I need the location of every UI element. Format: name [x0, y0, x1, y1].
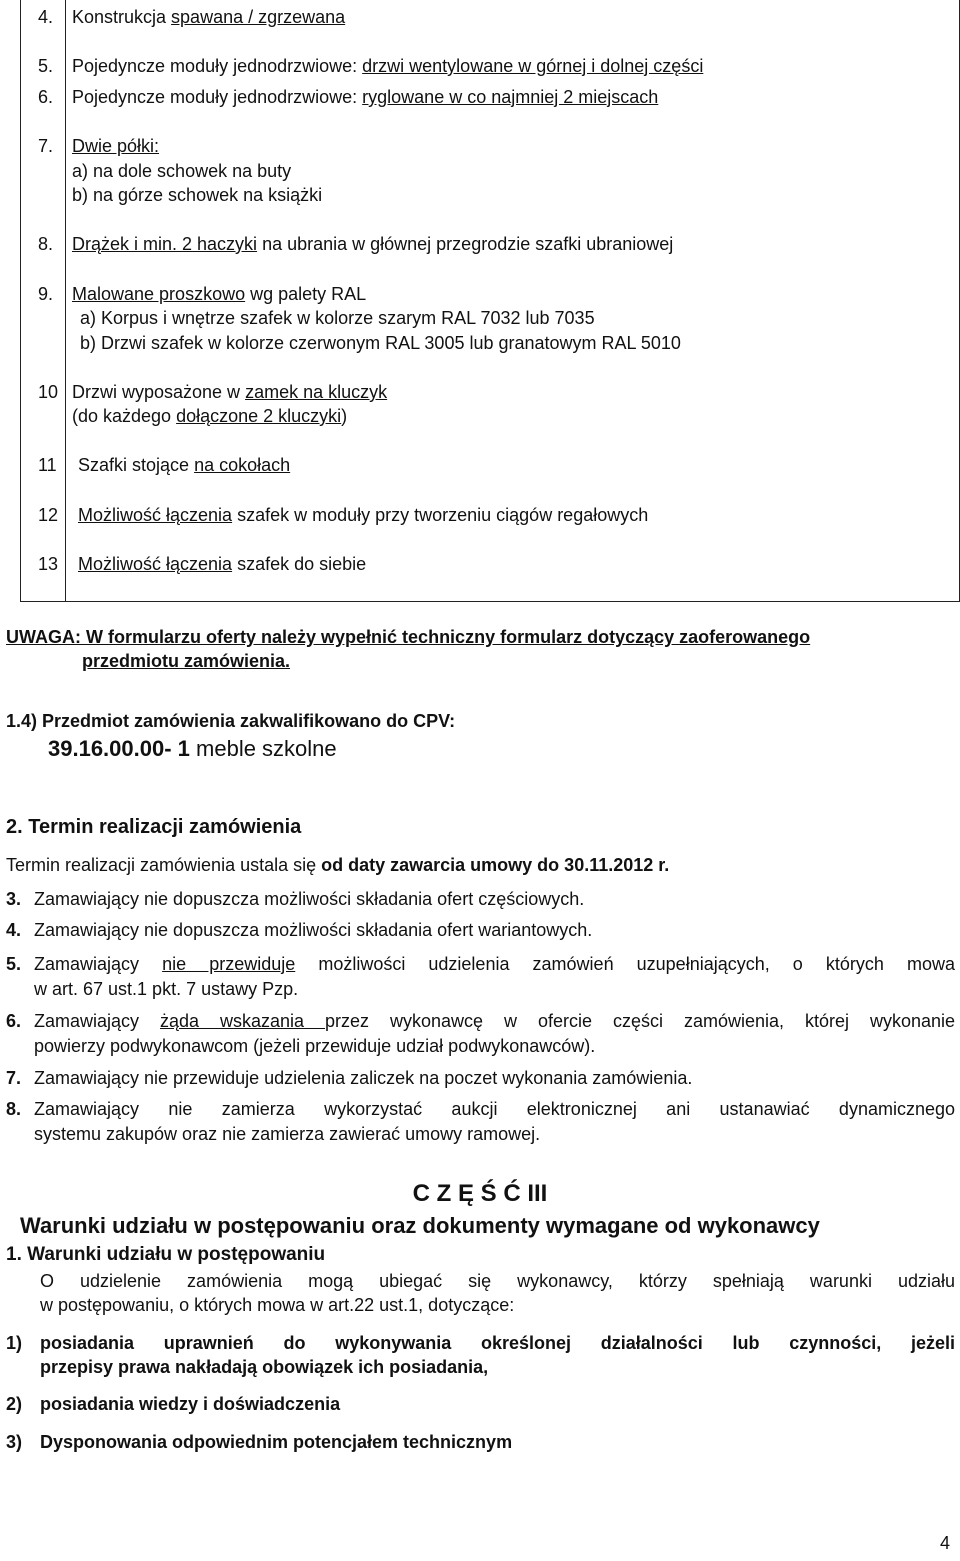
part-subtitle: Warunki udziału w postępowaniu oraz dokumenty wymagane od wykonawcy	[20, 1213, 820, 1238]
condition-number: 2)	[6, 1394, 23, 1414]
row-text: szafek do siebie	[232, 554, 367, 574]
row-number: 4.	[38, 7, 54, 27]
condition-number: 3)	[6, 1432, 23, 1452]
notice-line: przedmiotu zamówienia.	[82, 651, 291, 671]
row-number: 9.	[38, 284, 54, 304]
row-text-underlined: Możliwość łączenia	[78, 554, 233, 574]
row-text: Pojedyncze moduły jednodrzwiowe:	[72, 87, 363, 107]
row-number: 6.	[38, 87, 54, 107]
row-number: 13	[38, 554, 59, 574]
section-text: O udzielenie zamówienia mogą ubiegać się wykonawcy, którzy spełniają warunki udziału	[40, 1271, 955, 1291]
row-text-line: b) Drzwi szafek w kolorze czerwonym RAL 3005 lub granatowym RAL 5010	[80, 333, 681, 353]
row-text-line: a) na dole schowek na buty	[72, 161, 292, 181]
row-text-line: a) Korpus i wnętrze szafek w kolorze szarym RAL 7032 lub 7035	[80, 308, 595, 328]
cpv-code: 39.16.00.00- 1	[48, 736, 190, 761]
row-text-line: b) na górze schowek na książki	[72, 185, 323, 205]
row-text-underlined: Drążek i min. 2 haczyki	[72, 234, 258, 254]
item-number: 3.	[6, 889, 22, 909]
item-text: Zamawiający nie dopuszcza możliwości składania ofert wariantowych.	[34, 920, 593, 940]
cpv-title: 1.4) Przedmiot zamówienia zakwalifikowano do CPV:	[6, 711, 456, 731]
row-text: )	[341, 406, 348, 426]
row-number: 8.	[38, 234, 54, 254]
row-number: 5.	[38, 56, 54, 76]
row-number: 7.	[38, 136, 54, 156]
row-text: wg palety RAL	[245, 284, 367, 304]
row-text: Dwie półki:	[72, 136, 160, 156]
row-number: 12	[38, 505, 59, 525]
item-number: 5.	[6, 954, 22, 974]
row-text-underlined: ryglowane w co najmniej 2 miejscach	[362, 87, 659, 107]
item-text: Zamawiający nie przewiduje udzielenia zaliczek na poczet wykonania zamówienia.	[34, 1068, 693, 1088]
notice-line: UWAGA: W formularzu oferty należy wypełnić techniczny formularz dotyczący zaoferowanego	[6, 627, 811, 647]
item-text-line: systemu zakupów oraz nie zamierza zawierać umowy ramowej.	[34, 1124, 541, 1144]
row-text-underlined: dołączone 2 kluczyki	[176, 406, 342, 426]
row-text-underlined: Malowane proszkowo	[72, 284, 246, 304]
item-text-line: powierzy podwykonawcom (jeżeli przewiduje udział podwykonawców).	[34, 1036, 596, 1056]
row-text: (do każdego	[72, 406, 177, 426]
item-text-line: w art. 67 ust.1 pkt. 7 ustawy Pzp.	[34, 979, 299, 999]
condition-text-line: przepisy prawa nakładają obowiązek ich posiadania,	[40, 1357, 489, 1377]
page-number: 4	[940, 1533, 951, 1553]
row-text: szafek w moduły przy tworzeniu ciągów regałowych	[232, 505, 649, 525]
deadline: od daty zawarcia umowy do 30.11.2012 r.	[321, 855, 670, 875]
row-text-underlined: drzwi wentylowane w górnej i dolnej części	[362, 56, 704, 76]
condition-number: 1)	[6, 1333, 23, 1353]
table-column-divider	[65, 0, 66, 601]
row-text-underlined: spawana / zgrzewana	[171, 7, 346, 27]
part-title: C Z Ę Ś Ć III	[412, 1180, 548, 1207]
row-number: 11	[38, 455, 57, 475]
item-number: 7.	[6, 1068, 22, 1088]
item-text: Zamawiający żąda wskazania przez wykonawcę w ofercie części zamówienia, której wykonanie	[34, 1011, 955, 1031]
row-text: na ubrania w głównej przegrodzie szafki ubraniowej	[257, 234, 674, 254]
row-text: Szafki stojące	[78, 455, 195, 475]
row-text: Konstrukcja	[72, 7, 172, 27]
row-text: Drzwi wyposażone w	[72, 382, 246, 402]
cpv-description: meble szkolne	[189, 736, 337, 761]
item-text: Zamawiający nie przewiduje możliwości udzielenia zamówień uzupełniających, o których mowa	[34, 954, 955, 974]
section-text-line: w postępowaniu, o których mowa w art.22 ust.1, dotyczące:	[40, 1295, 515, 1315]
section-text: Termin realizacji zamówienia ustala się od daty zawarcia umowy do 30.11.2012 r.	[6, 855, 670, 875]
section-title: 2. Termin realizacji zamówienia	[6, 816, 302, 838]
row-text: Pojedyncze moduły jednodrzwiowe:	[72, 56, 363, 76]
row-text-underlined: Możliwość łączenia	[78, 505, 233, 525]
section-title: 1. Warunki udziału w postępowaniu	[6, 1244, 326, 1265]
item-text: Zamawiający nie zamierza wykorzystać aukcji elektronicznej ani ustanawiać dynamicznego	[34, 1099, 955, 1119]
condition-text: Dysponowania odpowiednim potencjałem technicznym	[40, 1432, 513, 1452]
condition-text: posiadania wiedzy i doświadczenia	[40, 1394, 341, 1414]
row-number: 10	[38, 382, 59, 402]
row-text-underlined: na cokołach	[194, 455, 291, 475]
item-text: Zamawiający nie dopuszcza możliwości składania ofert częściowych.	[34, 889, 585, 909]
item-number: 4.	[6, 920, 22, 940]
cpv-line	[48, 736, 337, 762]
item-number: 8.	[6, 1099, 22, 1119]
row-text-underlined: zamek na kluczyk	[245, 382, 388, 402]
condition-text: posiadania uprawnień do wykonywania określonej działalności lub czynności, jeżeli	[40, 1333, 955, 1353]
item-number: 6.	[6, 1011, 22, 1031]
